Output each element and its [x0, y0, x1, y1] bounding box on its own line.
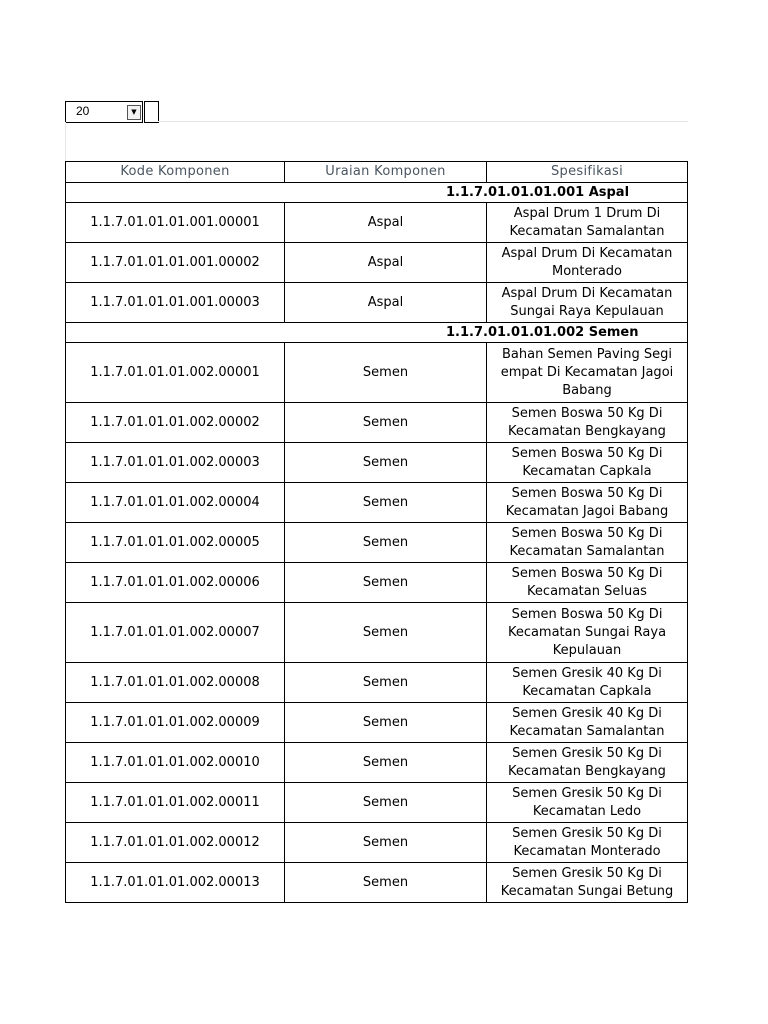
cell-spesifikasi — [487, 443, 688, 483]
pager-side-box — [144, 101, 159, 123]
spec-line: Bahan Semen Paving Segi — [501, 346, 672, 362]
divider-line — [158, 121, 688, 122]
table-row — [66, 283, 688, 323]
cell-uraian-komponen: Semen — [285, 743, 487, 783]
dropdown-arrow-icon[interactable]: ▼ — [127, 105, 141, 120]
page-size-select[interactable] — [65, 101, 143, 123]
spec-line: Semen Gresik 40 Kg Di — [512, 705, 662, 721]
spec-line: Semen Gresik 50 Kg Di — [512, 865, 662, 881]
cell-spesifikasi — [487, 863, 688, 903]
table-row — [66, 823, 688, 863]
table-row — [66, 483, 688, 523]
component-table — [65, 161, 688, 903]
spec-line: Kecamatan Sungai Betung — [500, 883, 674, 899]
cell-spesifikasi — [487, 603, 688, 663]
spec-line: Semen Gresik 50 Kg Di — [512, 785, 662, 801]
spec-line: Kecamatan Monterado — [513, 843, 661, 859]
group-header-row — [66, 183, 688, 203]
spec-line: Kecamatan Seluas — [527, 583, 647, 599]
table-row — [66, 443, 688, 483]
spec-line: Kecamatan Ledo — [532, 803, 642, 819]
cell-spesifikasi — [487, 403, 688, 443]
cell-uraian-komponen: Aspal — [285, 243, 487, 283]
header-kode-komponen[interactable]: Kode Komponen — [66, 162, 285, 183]
table-row — [66, 523, 688, 563]
cell-kode-komponen: 1.1.7.01.01.01.002.00003 — [66, 443, 285, 483]
cell-kode-komponen: 1.1.7.01.01.01.002.00013 — [66, 863, 285, 903]
spec-line: Semen Gresik 50 Kg Di — [512, 825, 662, 841]
header-uraian-komponen[interactable]: Uraian Komponen — [285, 162, 487, 183]
cell-spesifikasi — [487, 523, 688, 563]
cell-uraian-komponen: Semen — [285, 343, 487, 403]
spec-line: Semen Gresik 50 Kg Di — [512, 745, 662, 761]
cell-uraian-komponen: Semen — [285, 403, 487, 443]
spec-line: Kecamatan Bengkayang — [508, 423, 666, 439]
cell-uraian-komponen: Aspal — [285, 203, 487, 243]
cell-uraian-komponen: Aspal — [285, 283, 487, 323]
table-row — [66, 403, 688, 443]
cell-spesifikasi — [487, 483, 688, 523]
group-title: 1.1.7.01.01.01.001 Aspal — [66, 183, 688, 203]
cell-spesifikasi — [487, 663, 688, 703]
table-body — [66, 183, 688, 903]
table-row — [66, 663, 688, 703]
header-spesifikasi[interactable]: Spesifikasi — [487, 162, 688, 183]
table-row — [66, 243, 688, 283]
spec-line: Kecamatan Capkala — [522, 683, 652, 699]
cell-kode-komponen: 1.1.7.01.01.01.002.00008 — [66, 663, 285, 703]
cell-spesifikasi — [487, 783, 688, 823]
cell-spesifikasi — [487, 203, 688, 243]
group-header-row — [66, 323, 688, 343]
spec-line: Semen Boswa 50 Kg Di — [511, 485, 663, 501]
cell-kode-komponen: 1.1.7.01.01.01.001.00002 — [66, 243, 285, 283]
cell-spesifikasi — [487, 743, 688, 783]
spec-line: Semen Boswa 50 Kg Di — [511, 565, 663, 581]
spec-line: Semen Boswa 50 Kg Di — [511, 445, 663, 461]
spec-line: Kepulauan — [552, 642, 622, 658]
cell-spesifikasi — [487, 243, 688, 283]
table-row — [66, 603, 688, 663]
cell-uraian-komponen: Semen — [285, 443, 487, 483]
spec-line: Kecamatan Samalantan — [509, 223, 665, 239]
cell-uraian-komponen: Semen — [285, 563, 487, 603]
cell-kode-komponen: 1.1.7.01.01.01.002.00005 — [66, 523, 285, 563]
cell-kode-komponen: 1.1.7.01.01.01.002.00006 — [66, 563, 285, 603]
table-row — [66, 343, 688, 403]
spec-line: Aspal Drum Di Kecamatan — [501, 285, 673, 301]
spec-line: Kecamatan Samalantan — [509, 723, 665, 739]
table-row — [66, 703, 688, 743]
table-row — [66, 783, 688, 823]
spec-line: Kecamatan Capkala — [522, 463, 652, 479]
spec-line: Semen Boswa 50 Kg Di — [511, 606, 663, 622]
cell-kode-komponen: 1.1.7.01.01.01.001.00003 — [66, 283, 285, 323]
spec-line: Aspal Drum Di Kecamatan — [501, 245, 673, 261]
cell-uraian-komponen: Semen — [285, 823, 487, 863]
cell-kode-komponen: 1.1.7.01.01.01.002.00001 — [66, 343, 285, 403]
cell-uraian-komponen: Semen — [285, 703, 487, 743]
spec-line: Babang — [562, 382, 612, 398]
cell-kode-komponen: 1.1.7.01.01.01.002.00002 — [66, 403, 285, 443]
divider-line-vertical — [65, 122, 66, 162]
table-row — [66, 863, 688, 903]
spec-line: Semen Boswa 50 Kg Di — [511, 405, 663, 421]
spec-line: Kecamatan Samalantan — [509, 543, 665, 559]
cell-kode-komponen: 1.1.7.01.01.01.002.00011 — [66, 783, 285, 823]
cell-uraian-komponen: Semen — [285, 523, 487, 563]
spec-line: Monterado — [551, 263, 623, 279]
cell-kode-komponen: 1.1.7.01.01.01.002.00004 — [66, 483, 285, 523]
cell-uraian-komponen: Semen — [285, 603, 487, 663]
spec-line: Semen Boswa 50 Kg Di — [511, 525, 663, 541]
cell-spesifikasi — [487, 703, 688, 743]
cell-kode-komponen: 1.1.7.01.01.01.002.00012 — [66, 823, 285, 863]
spec-line: Kecamatan Jagoi Babang — [505, 503, 669, 519]
cell-kode-komponen: 1.1.7.01.01.01.002.00007 — [66, 603, 285, 663]
cell-kode-komponen: 1.1.7.01.01.01.002.00009 — [66, 703, 285, 743]
spec-line: Sungai Raya Kepulauan — [510, 303, 664, 319]
cell-spesifikasi — [487, 823, 688, 863]
table-row — [66, 743, 688, 783]
page-size-value: 20 — [76, 104, 90, 118]
cell-spesifikasi — [487, 563, 688, 603]
cell-uraian-komponen: Semen — [285, 663, 487, 703]
cell-uraian-komponen: Semen — [285, 483, 487, 523]
cell-spesifikasi — [487, 343, 688, 403]
table-row — [66, 203, 688, 243]
cell-uraian-komponen: Semen — [285, 863, 487, 903]
cell-kode-komponen: 1.1.7.01.01.01.002.00010 — [66, 743, 285, 783]
cell-uraian-komponen: Semen — [285, 783, 487, 823]
spec-line: Semen Gresik 40 Kg Di — [512, 665, 662, 681]
cell-kode-komponen: 1.1.7.01.01.01.001.00001 — [66, 203, 285, 243]
spec-line: empat Di Kecamatan Jagoi — [500, 364, 674, 380]
spec-line: Aspal Drum 1 Drum Di — [513, 205, 661, 221]
group-title: 1.1.7.01.01.01.002 Semen — [66, 323, 688, 343]
table-row — [66, 563, 688, 603]
cell-spesifikasi — [487, 283, 688, 323]
spec-line: Kecamatan Sungai Raya — [507, 624, 667, 640]
table-header-row — [66, 162, 688, 183]
spec-line: Kecamatan Bengkayang — [508, 763, 666, 779]
